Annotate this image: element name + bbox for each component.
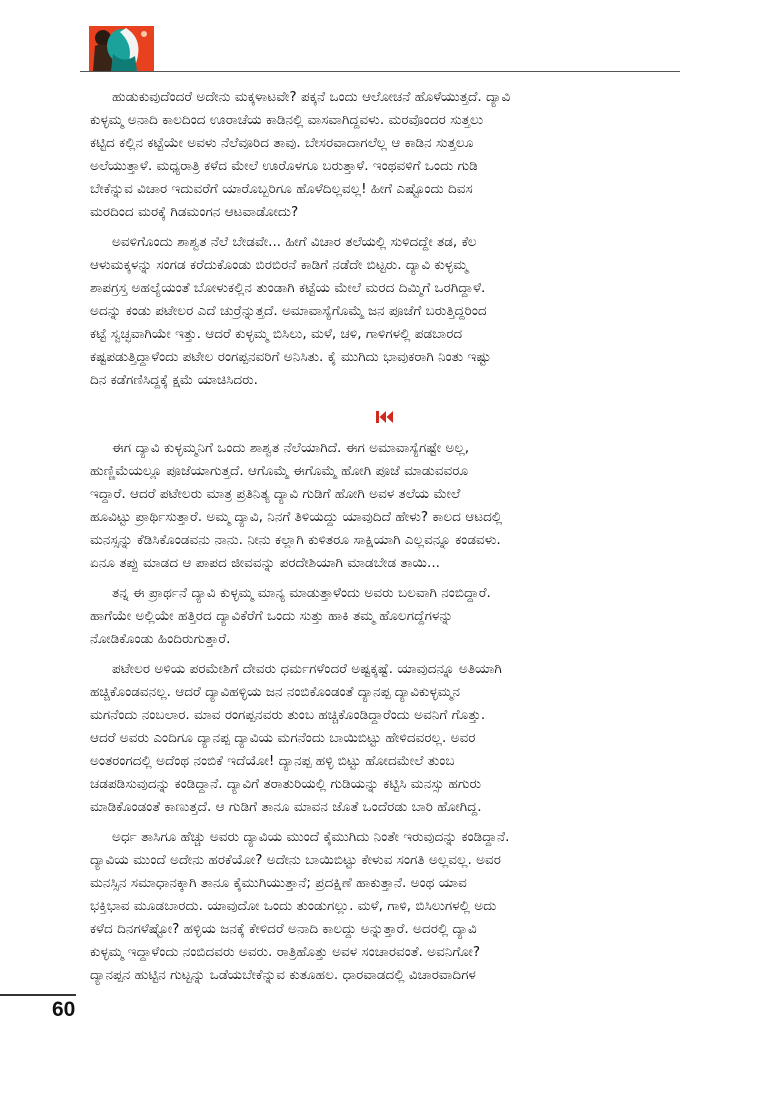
paragraph [90, 582, 680, 651]
text-line: ಕಟ್ಟಿದ ಕಲ್ಲಿನ ಕಟ್ಟೆಯೇ ಅವಳು ನೆಲೆವೂರಿದ ತಾವು. ಬೇಸರವಾದಾಗಲೆಲ್ಲ ಆ ಕಾಡಿನ ಸುತ್ತಲೂ [90, 135, 474, 151]
text-line: ಏನೂ ತಪ್ಪು ಮಾಡದ ಆ ಪಾಪದ ಜೀವವನ್ನು ಪರದೇಶಿಯಾಗಿ ಮಾಡಬೇಡ ತಾಯಿ... [90, 555, 440, 571]
text-line: ಶಾಪಗ್ರಸ್ತ ಅಹಲ್ಯೆಯಂತೆ ಬೋಳುಕಲ್ಲಿನ ತುಂಡಾಗಿ ಕಟ್ಟೆಯ ಮೇಲೆ ಮರದ ದಿಮ್ಮಿಗೆ ಒರಗಿದ್ದಾಳೆ. [90, 280, 486, 296]
text-line: ಮರದಿಂದ ಮರಕ್ಕೆ ಗಿಡಮಂಗನ ಆಟವಾಡೋದು? [90, 204, 299, 220]
text-line: ಮನಸ್ಸಿನ ಸಮಾಧಾನಕ್ಕಾಗಿ ತಾನೂ ಕೈಮುಗಿಯುತ್ತಾನೆ; ಪ್ರದಕ್ಷಿಣೆ ಹಾಕುತ್ತಾನೆ. ಅಂಥ ಯಾವ [90, 875, 467, 891]
page-number: 60 [52, 998, 76, 1021]
text-line: ನೋಡಿಕೊಂಡು ಹಿಂದಿರುಗುತ್ತಾರೆ. [90, 631, 231, 647]
text-line: ಮಗನೆಂದು ನಂಬಲಾರ. ಮಾವ ರಂಗಪ್ಪನವರು ತುಂಬ ಹಚ್ಚಿಕೊಂಡಿದ್ದಾರೆಂದು ಅವನಿಗೆ ಗೊತ್ತು. [90, 707, 486, 723]
text-line: ಹುಡುಕುವುದೆಂದರೆ ಅದೇನು ಮಕ್ಕಳಾಟವೇ? ಪಕ್ಕನೆ ಒಂದು ಆಲೋಚನೆ ಹೊಳೆಯುತ್ತದೆ. ದ್ಯಾವಿ [112, 89, 511, 105]
text-line: ಅಂತರಂಗದಲ್ಲಿ ಅದೆಂಥ ನಂಬಿಕೆ ಇದೆಯೋ! ದ್ಯಾನಪ್ಪ ಹಳ್ಳಿ ಬಿಟ್ಟು ಹೋದಮೇಲೆ ತುಂಬ [90, 753, 455, 769]
rewind-icon [376, 409, 394, 428]
text-line: ಈಗ ದ್ಯಾವಿ ಕುಳ್ಳಮ್ಮನಿಗೆ ಒಂದು ಶಾಶ್ವತ ನೆಲೆಯಾಗಿದೆ. ಈಗ ಅಮಾವಾಸ್ಯೆಗಷ್ಟೇ ಅಲ್ಲ, [112, 440, 470, 456]
text-line: ಆದರೆ ಅವರು ಎಂದಿಗೂ ದ್ಯಾನಪ್ಪ ದ್ಯಾವಿಯ ಮಗನೆಂದು ಬಾಯಿಬಿಟ್ಟು ಹೇಳಿದವರಲ್ಲ. ಅವರ [90, 730, 476, 746]
illustration-logo-icon [89, 26, 154, 71]
text-line: ಕುಳ್ಳಮ್ಮ ಇದ್ದಾಳೆಂದು ನಂಬಿದವರು ಅವರು. ರಾತ್ರಿಹೊತ್ತು ಅವಳ ಸಂಚಾರವಂತೆ. ಅವನಿಗೋ? [90, 944, 481, 960]
article-body [90, 86, 680, 994]
paragraph [90, 826, 680, 987]
paragraph [90, 231, 680, 392]
text-line: ಮನಸ್ಸನ್ನು ಕೆಡಿಸಿಕೊಂಡವನು ನಾನು. ನೀನು ಕಲ್ಲಾಗಿ ಕುಳಿತರೂ ಸಾಕ್ಷಿಯಾಗಿ ಎಲ್ಲವನ್ನೂ ಕಂಡವಳು. [90, 532, 501, 548]
section-after-separator [90, 437, 680, 987]
text-line: ಹುಣ್ಣಿಮೆಯಲ್ಲೂ ಪೂಜೆಯಾಗುತ್ತದೆ. ಆಗೊಮ್ಮೆ ಈಗೊಮ್ಮೆ ಹೋಗಿ ಪೂಜೆ ಮಾಡುವವರೂ [90, 463, 469, 479]
text-line: ದ್ಯಾವಿಯ ಮುಂದೆ ಅದೇನು ಹರಕೆಯೋ? ಅದೇನು ಬಾಯಿಬಿಟ್ಟು ಕೇಳುವ ಸಂಗತಿ ಅಲ್ಲವಲ್ಲ. ಅವರ [90, 852, 501, 868]
text-line: ದ್ಯಾನಪ್ಪನ ಹುಟ್ಟಿನ ಗುಟ್ಟನ್ನು ಒಡೆಯಬೇಕೆನ್ನುವ ಕುತೂಹಲ. ಧಾರವಾಡದಲ್ಲಿ ವಿಚಾರವಾದಿಗಳ [90, 967, 476, 983]
text-line: ಕಟ್ಟೆ ಸ್ವಚ್ಛವಾಗಿಯೇ ಇತ್ತು. ಆದರೆ ಕುಳ್ಳಮ್ಮ ಬಿಸಿಲು, ಮಳೆ, ಚಳಿ, ಗಾಳಿಗಳಲ್ಲಿ ಪಡಬಾರದ [90, 326, 463, 342]
text-line: ತನ್ನ ಈ ಪ್ರಾರ್ಥನೆ ದ್ಯಾವಿ ಕುಳ್ಳಮ್ಮ ಮಾನ್ಯ ಮಾಡುತ್ತಾಳೆಂದು ಅವರು ಬಲವಾಗಿ ನಂಬಿದ್ದಾರೆ. [112, 585, 491, 601]
section-separator [90, 399, 680, 437]
text-line: ಆಳುಮಕ್ಕಳನ್ನು ಸಂಗಡ ಕರೆದುಕೊಂಡು ಬಿರಬಿರನೆ ಕಾಡಿಗೆ ನಡೆದೇ ಬಿಟ್ಟರು. ದ್ಯಾವಿ ಕುಳ್ಳಮ್ಮ [90, 257, 468, 273]
text-line: ಮಾಡಿಕೊಂಡಂತೆ ಕಾಣುತ್ತದೆ. ಆ ಗುಡಿಗೆ ತಾನೂ ಮಾವನ ಜೊತೆ ಒಂದೆರಡು ಬಾರಿ ಹೋಗಿದ್ದ. [90, 799, 482, 815]
text-line: ಅವಳಿಗೊಂದು ಶಾಶ್ವತ ನೆಲೆ ಬೇಡವೇ... ಹೀಗೆ ವಿಚಾರ ತಲೆಯಲ್ಲಿ ಸುಳಿದದ್ದೇ ತಡ, ಕೆಲ [112, 234, 477, 250]
text-line: ಹಾಗೆಯೇ ಅಲ್ಲಿಯೇ ಹತ್ತಿರದ ದ್ಯಾವಿಕೆರೆಗೆ ಒಂದು ಸುತ್ತು ಹಾಕಿ ತಮ್ಮ ಹೊಲಗದ್ದೆಗಳನ್ನು [90, 608, 454, 624]
text-line: ದಿನ ಕಡೆಗಣಿಸಿದ್ದಕ್ಕೆ ಕ್ಷಮೆ ಯಾಚಿಸಿದರು. [90, 372, 258, 388]
text-line: ಪಟೇಲರ ಅಳಿಯ ಪರಮೇಶಿಗೆ ದೇವರು ಧರ್ಮಗಳೆಂದರೆ ಅಷ್ಟಕ್ಕಷ್ಟೆ. ಯಾವುದನ್ನೂ ಅತಿಯಾಗಿ [112, 661, 502, 677]
text-line: ಕಷ್ಟಪಡುತ್ತಿದ್ದಾಳೆಂದು ಪಟೇಲ ರಂಗಪ್ಪನವರಿಗೆ ಅನಿಸಿತು. ಕೈ ಮುಗಿದು ಭಾವುಕರಾಗಿ ನಿಂತು ಇಷ್ಟು [90, 349, 491, 365]
paragraph [90, 658, 680, 819]
text-line: ಚಡಪಡಿಸುವುದನ್ನು ಕಂಡಿದ್ದಾನೆ. ದ್ಯಾವಿಗೆ ತರಾತುರಿಯಲ್ಲಿ ಗುಡಿಯನ್ನು ಕಟ್ಟಿಸಿ ಮನಸ್ಸು ಹಗುರು [90, 776, 482, 792]
text-line: ಅಲೆಯುತ್ತಾಳೆ. ಮಧ್ಯರಾತ್ರಿ ಕಳೆದ ಮೇಲೆ ಊರೊಳಗೂ ಬರುತ್ತಾಳೆ. ಇಂಥವಳಿಗೆ ಒಂದು ಗುಡಿ [90, 158, 478, 174]
text-line: ಅದನ್ನು ಕಂಡು ಪಟೇಲರ ಎದೆ ಚುರ್ರೆನ್ನುತ್ತದೆ. ಅಮಾವಾಸ್ಯೆಗೊಮ್ಮೆ ಜನ ಪೂಜೆಗೆ ಬರುತ್ತಿದ್ದರಿಂದ [90, 303, 487, 319]
paragraph [90, 86, 680, 224]
text-line: ಹಚ್ಚಿಕೊಂಡವನಲ್ಲ. ಆದರೆ ದ್ಯಾವಿಹಳ್ಳಿಯ ಜನ ನಂಬಿಕೊಂಡಂತೆ ದ್ಯಾನಪ್ಪ ದ್ಯಾವಿಕುಳ್ಳಮ್ಮನ [90, 684, 461, 700]
text-line: ಕುಳ್ಳಮ್ಮ ಅನಾದಿ ಕಾಲದಿಂದ ಊರಾಚೆಯ ಕಾಡಿನಲ್ಲಿ ವಾಸವಾಗಿದ್ದವಳು. ಮರವೊಂದರ ಸುತ್ತಲು [90, 112, 484, 128]
paragraph [90, 437, 680, 575]
section-before-separator [90, 86, 680, 392]
text-line: ಬೇಕೆನ್ನುವ ವಿಚಾರ ಇದುವರೆಗೆ ಯಾರೊಬ್ಬರಿಗೂ ಹೊಳೆದಿಲ್ಲವಲ್ಲ! ಹೀಗೆ ಎಷ್ಟೊಂದು ದಿವಸ [90, 181, 473, 197]
text-line: ಇದ್ದಾರೆ. ಆದರೆ ಪಟೇಲರು ಮಾತ್ರ ಪ್ರತಿನಿತ್ಯ ದ್ಯಾವಿ ಗುಡಿಗೆ ಹೋಗಿ ಅವಳ ತಲೆಯ ಮೇಲೆ [90, 486, 461, 502]
header-rule [80, 71, 680, 72]
text-line: ಹೂವಿಟ್ಟು ಪ್ರಾರ್ಥಿಸುತ್ತಾರೆ. ಅಮ್ಮ ದ್ಯಾವಿ, ನಿನಗೆ ತಿಳಿಯದ್ದು ಯಾವುದಿದೆ ಹೇಳು? ಕಾಲದ ಆಟದಲ್ಲಿ [90, 509, 503, 525]
text-line: ಭಕ್ತಿಭಾವ ಮೂಡಬಾರದು. ಯಾವುದೋ ಒಂದು ತುಂಡುಗಲ್ಲು. ಮಳೆ, ಗಾಳಿ, ಬಿಸಿಲುಗಳಲ್ಲಿ ಅದು [90, 898, 497, 914]
footer-rule [0, 994, 76, 996]
text-line: ಅರ್ಧ ತಾಸಿಗೂ ಹೆಚ್ಚು ಅವರು ದ್ಯಾವಿಯ ಮುಂದೆ ಕೈಮುಗಿದು ನಿಂತೇ ಇರುವುದನ್ನು ಕಂಡಿದ್ದಾನೆ. [112, 829, 510, 845]
text-line: ಕಳೆದ ದಿನಗಳೆಷ್ಟೋ? ಹಳ್ಳಿಯ ಜನಕ್ಕೆ ಕೇಳಿದರೆ ಅನಾದಿ ಕಾಲದ್ದು ಅನ್ನುತ್ತಾರೆ. ಅದರಲ್ಲಿ ದ್ಯಾವಿ [90, 921, 477, 937]
